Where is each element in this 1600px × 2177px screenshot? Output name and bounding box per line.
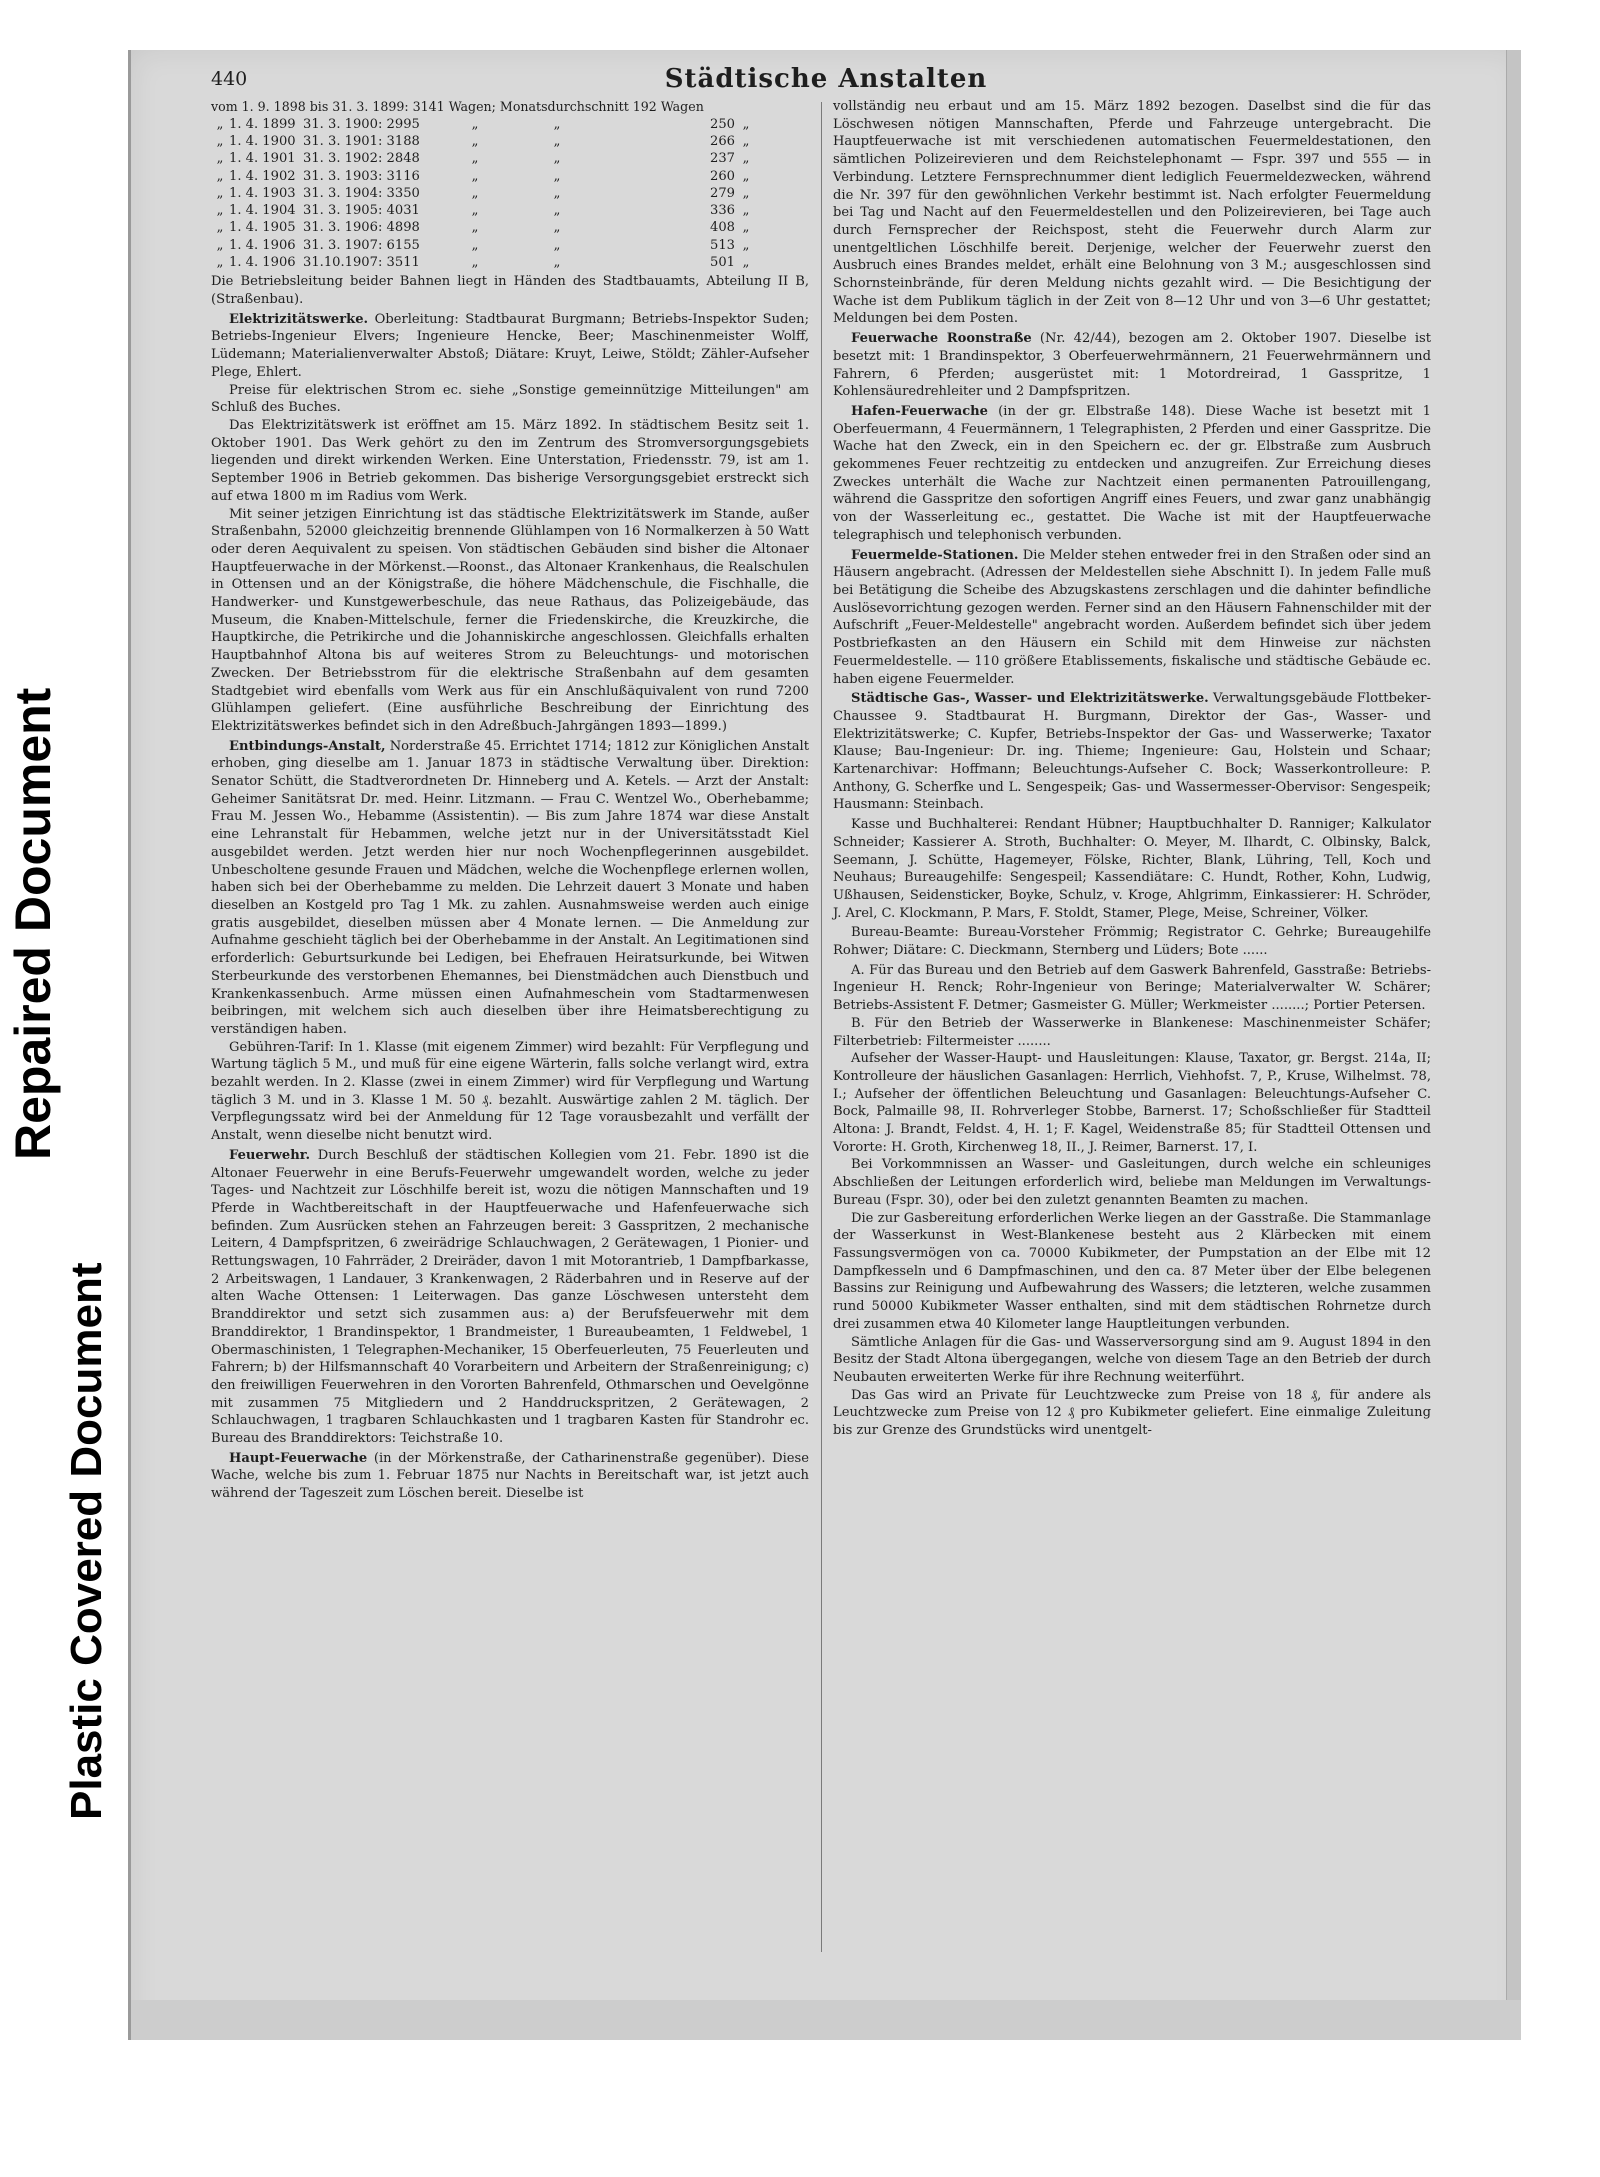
gaspreis-paragraph: Das Gas wird an Private für Leuchtzwecke zum Preise von 18 ₰, für andere als Leuchtzwecke zum Preise von 12 ₰ pro Kubikmeter geliefert. Eine einmalige Zuleitung bis zur Grenze des Grundstücks wird unentgelt- xyxy=(833,1387,1431,1439)
scan-stamp-strip xyxy=(0,0,118,2177)
entbindungs-anstalt-heading: Entbindungs-Anstalt, xyxy=(229,738,386,754)
stats-row xyxy=(211,202,809,219)
elektrizitaetswerke-text: Oberleitung: Stadtbaurat Burgmann; Betriebs-Inspektor Suden; Betriebs-Ingenieur Elvers; Ingenieure Hencke, Beer; Maschinenmeister Wolff, Lüdemann; Materialienverwalter Abstoß; Diätare: Kruyt, Leiwe, Stöldt; Zähler-Aufseher Plege, Ehlert. xyxy=(211,311,809,380)
ditto-mark: „ xyxy=(471,116,479,132)
ditto-mark: „ xyxy=(471,255,479,271)
stats-to-date-count: 31. 3. 1904: 3350 xyxy=(303,185,420,201)
plastic-covered-document-stamp: Plastic Covered Document xyxy=(62,1262,111,1820)
stats-to-date-count: 31. 3. 1907: 6155 xyxy=(303,237,420,253)
ditto-mark: „ xyxy=(553,255,561,271)
stats-row xyxy=(211,219,809,236)
feuerwache-roonstrasse-heading: Feuerwache Roonstraße xyxy=(851,331,1032,347)
vorkommnisse-paragraph: Bei Vorkommnissen an Wasser- und Gasleitungen, durch welche ein schleuniges Abschließen der Leitungen erforderlich wird, beliebe man Meldungen im Verwaltungs-Bureau (Fspr. 30), oder bei den zuletzt genannten Beamten zu machen. xyxy=(833,1157,1431,1208)
eroeffnung-paragraph: Das Elektrizitätswerk ist eröffnet am 15. März 1892. In städtischem Besitz seit 1. Oktober 1901. Das Werk gehört zu den im Zentrum des Stromversorgungsgebiets liegenden und direkt wirkenden Werken. Eine Unterstation, Friedensstr. 79, ist am 1. September 1906 in Betrieb gekommen. Das bisherige Versorgungsgebiet erstreckt sich auf etwa 1800 m im Radius vom Werk. xyxy=(211,418,809,504)
column-divider xyxy=(821,102,822,1952)
stats-row xyxy=(211,150,809,167)
ditto-mark: „ xyxy=(471,237,479,253)
page-number: 440 xyxy=(211,68,248,90)
ditto-mark: „ xyxy=(742,237,750,253)
hauptfeuerwache-continued: vollständig neu erbaut und am 15. März 1892 bezogen. Daselbst sind die für das Löschwesen nötigen Mannschaften, Pferde und Fahrzeuge untergebracht. Die Hauptfeuerwache ist mit verschiedenen automatischen Feuermeldestationen, den sämtlichen Polizeirevieren und dem Reichstelephonamt — Fspr. 397 und 555 — in Verbindung. Letztere Fernsprechnummer dient lediglich Feuermeldezwecken, während die Nr. 397 für den gewöhnlichen Verkehr bestimmt ist. Nach erfolgter Feuermeldung bei Tag und Nacht auf den Feuermeldestellen und den Polizeirevieren, bei Tage auch durch Fernsprecher der Reichspost, steht die Feuerwehr durch Alarm zur unentgeltlichen Löschhilfe bereit. Derjenige, welcher der Feuerwehr zuerst den Ausbruch eines Brandes meldet, erhält eine Belohnung von 3 M.; ausgeschlossen sind Schornsteinbrände, für deren Meldung nichts gezahlt wird. — Die Besichtigung der Wache ist dem Publikum täglich in der Zeit von 8—12 Uhr und von 3—6 Uhr gestattet; Meldungen bei dem Posten. xyxy=(833,99,1431,327)
ditto-mark: „ xyxy=(742,116,750,132)
stats-to-date-count: 31. 3. 1905: 4031 xyxy=(303,203,420,219)
ditto-mark: „ xyxy=(216,134,224,149)
entbindungs-anstalt-text: Norderstraße 45. Errichtet 1714; 1812 zur Königlichen Anstalt erhoben, ging dieselbe am 1. Januar 1873 in städtische Verwaltung über. Direktion: Senator Schütt, die Stadtverordneten Dr. Hinneberg und A. Ketels. — Arzt der Anstalt: Geheimer Sanitätsrat Dr. med. Heinr. Litzmann. — Frau C. Wentzel Wo., Oberhebamme; Frau M. Jessen Wo., Hebamme (Assistentin). — Bis zum Jahre 1874 war diese Anstalt eine Lehranstalt für Hebammen, welche jetzt nur in der Universitätsstadt Kiel ausgebildet werden. Jetzt werden hier nur noch Wochenpflegerinnen ausgebildet. Unbescholtene gesunde Frauen und Mädchen, welche die Wochenpflege erlernen wollen, haben sich bei der Oberhebamme zu melden. Die Lehrzeit dauert 3 Monate und haben dieselben an Kostgeld pro Tag 1 Mk. zu zahlen. Ausnahmsweise werden auch einige gratis ausgebildet, dieselben müssen aber 4 Monate lernen. — Die Anmeldung zur Aufnahme geschieht täglich bei der Oberhebamme in der Anstalt. An Legitimationen sind erforderlich: Geburtsurkunde bei Ledigen, bei Ehefrauen Heiratsurkunde, bei Witwen Sterbeurkunde des verstorbenen Ehemannes, bei Dienstmädchen auch Dienstbuch und Krankenkassenbuch. Arme müssen einen Aufnahmeschein vom Stadtarmenwesen beibringen, mit welchem sich auch dieselben über ihre Heimatsberechtigung zu verständigen haben. xyxy=(211,738,809,1037)
ditto-mark: „ xyxy=(553,168,561,184)
left-column xyxy=(211,98,809,1503)
feuerwehr-text: Durch Beschluß der städtischen Kollegien vom 21. Febr. 1890 ist die Altonaer Feuerwehr in eine Berufs-Feuerwehr umgewandelt worden, welche zu jeder Tages- und Nachtzeit zur Löschhilfe bereit ist, wozu die nötigen Mannschaften und 19 Pferde in Wachtbereitschaft in der Hauptfeuerwache und Hafenfeuerwache sich befinden. Zum Ausrücken stehen an Fahrzeugen bereit: 3 Gasspritzen, 2 mechanische Leitern, 4 Dampfspritzen, 6 zweirädrige Schlauchwagen, 2 Gerätewagen, 1 Pionier- und Rettungswagen, 10 Fahrräder, 2 Dreiräder, davon 1 mit Motorantrieb, 1 Dampfbarkasse, 2 Arbeitswagen, 1 Landauer, 3 Krankenwagen, 2 Räderbahren und in Reserve auf der alten Wache Ottensen: 1 Leiterwagen. Das ganze Löschwesen untersteht dem Branddirektor und setzt sich zusammen aus: a) der Berufsfeuerwehr mit dem Branddirektor, 1 Brandinspektor, 1 Brandmeister, 1 Bureaubeamten, 1 Feldwebel, 1 Obermaschinisten, 1 Telegraphen-Mechaniker, 15 Oberfeuerleuten, 75 Feuerleuten und Fahrern; b) der Hilfsmannschaft 40 Vorarbeitern und Arbeitern der Straßenreinigung; c) den freiwilligen Feuerwehren in den Vororten Bahrenfeld, Othmarschen und Oevelgönne mit zusammen 75 Mitgliedern und 2 Handdruckspritzen, 2 Gerätewagen, 2 Schlauchwagen, 1 tragbaren Schlauchkasten und 1 tragbaren Kasten für Standrohr ec. Bureau des Branddirektors: Teichstraße 10. xyxy=(211,1147,809,1447)
ditto-mark: „ xyxy=(553,116,561,132)
haupt-feuerwache-paragraph xyxy=(211,1450,809,1503)
ditto-mark: „ xyxy=(216,203,224,219)
feuerwehr-heading: Feuerwehr. xyxy=(229,1147,311,1163)
spacer xyxy=(597,185,687,203)
ditto-mark: „ xyxy=(216,168,224,184)
stats-monthly-average: 250 xyxy=(710,116,735,132)
stats-row xyxy=(211,133,809,150)
feuerwache-roonstrasse-paragraph xyxy=(833,330,1431,401)
stats-from-date: 1. 4. 1906 xyxy=(229,237,296,253)
ditto-mark: „ xyxy=(471,185,479,201)
einrichtung-paragraph: Mit seiner jetzigen Einrichtung ist das städtische Elektrizitätswerk im Stande, außer Straßenbahn, 52000 gleichzeitig brennende Glühlampen von 16 Normalkerzen à 50 Watt oder deren Aequivalent zu speisen. Von städtischen Gebäuden sind bisher die Altonaer Hauptfeuerwache in der Mörkenst.—Roonst., das Altonaer Krankenhaus, die Realschulen in Ottensen und an der Königstraße, die höhere Mädchenschule, die Fischhalle, die Handwerker- und Kunstgewerbeschule, das neue Rathaus, das Polizeigebäude, das Museum, die Knaben-Mittelschule, ferner die Friedenskirche, die Kreuzkirche, die Hauptkirche, die Petrikirche und die Johanniskirche angeschlossen. Gleichfalls erhalten Hauptbahnhof Altona bis auf weiteres Strom zu Beleuchtungs- und motorischen Zwecken. Der Betriebsstrom für die elektrische Straßenbahn auf dem gesamten Stadtgebiet wird ebenfalls vom Werk aus für ein Anschlußäquivalent von rund 7200 Glühlampen geliefert. (Eine ausführliche Beschreibung der Einrichtung des Elektrizitätswerkes befindet sich in den Adreßbuch-Jahrgängen 1893—1899.) xyxy=(211,506,809,734)
spacer xyxy=(597,254,687,272)
ditto-mark: „ xyxy=(742,255,750,271)
stats-monthly-average: 260 xyxy=(710,168,735,184)
ditto-mark: „ xyxy=(553,237,561,253)
feuerwehr-paragraph xyxy=(211,1147,809,1448)
aufseher-paragraph: Aufseher der Wasser-Haupt- und Hausleitungen: Klause, Taxator, gr. Bergst. 214a, II; Kontrolleure der häuslichen Gasanlagen: Herrlich, Viehhofst. 7, P., Kruse, Wilhelmst. 78, I.; Aufseher der öffentlichen Beleuchtung und Gasanlagen: Beleuchtungs-Aufseher C. Bock, Palmaille 98, II. Rohrverleger Stobbe, Barnerst. 17; Schoßschließer für Stadtteil Altona: J. Brandt, Feldst. 4, H. 1; F. Kagel, Weidenstraße 85; für Stadtteil Ottensen und Vororte: H. Groth, Kirchenweg 18, II., J. Reimer, Barnerst. 17, I. xyxy=(833,1051,1431,1155)
stats-to-date-count: 31.10.1907: 3511 xyxy=(303,255,420,271)
stats-to-date-count: 31. 3. 1906: 4898 xyxy=(303,220,420,236)
ditto-mark: „ xyxy=(553,220,561,236)
stats-to-date-count: 31. 3. 1900: 2995 xyxy=(303,116,420,132)
page-header xyxy=(211,62,1441,98)
stats-from-date: 1. 4. 1900 xyxy=(229,134,296,149)
ditto-mark: „ xyxy=(216,220,224,236)
spacer xyxy=(597,133,687,151)
werke-paragraph: Die zur Gasbereitung erforderlichen Werke liegen an der Gasstraße. Die Stammanlage der Wasserkunst in West-Blankenese besteht aus 2 Klärbecken mit einem Fassungsvermögen von ca. 70000 Kubikmeter, der Pumpstation an der Elbe mit 12 Dampfkesseln und 6 Dampfmaschinen, und den ca. 87 Meter über der Elbe belegenen Bassins zur Reinigung und Aufbewahrung des Wassers; die letzteren, welche zusammen rund 50000 Kubikmeter Wasser enthalten, sind mit dem städtischen Rohrnetze durch drei zusammen etwa 40 Kilometer lange Hauptleitungen verbunden. xyxy=(833,1210,1431,1332)
feuerwache-roonstrasse-text: (Nr. 42/44), bezogen am 2. Oktober 1907. Dieselbe ist besetzt mit: 1 Brandinspektor, 3 Oberfeuerwehrmännern, 21 Feuerwehrmännern und Fahrern, 6 Pferden; ausgerüstet mit: 1 Motordreirad, 1 Gasspritze, 1 Kohlensäuredrehleiter und 2 Dampfspritzen. xyxy=(833,331,1432,400)
hafen-feuerwache-heading: Hafen-Feuerwache xyxy=(851,403,989,419)
stats-monthly-average: 408 xyxy=(710,220,735,236)
spacer xyxy=(597,168,687,186)
stats-monthly-average: 237 xyxy=(710,151,735,167)
stats-row xyxy=(211,237,809,254)
stats-from-date: 1. 4. 1905 xyxy=(229,220,296,236)
haupt-feuerwache-text: (in der Mörkenstraße, der Catharinenstraße gegenüber). Diese Wache, welche bis zum 1. Februar 1875 nur Nachts in Bereitschaft war, ist jetzt auch während der Tageszeit zum Löschen bereit. Dieselbe ist xyxy=(211,1450,809,1502)
stats-from-date: 1. 4. 1899 xyxy=(229,116,296,132)
wagon-stats-table xyxy=(211,116,809,272)
ditto-mark: „ xyxy=(471,168,479,184)
page-bottom-edge xyxy=(131,2000,1521,2040)
gebuehren-tarif-paragraph: Gebühren-Tarif: In 1. Klasse (mit eigenem Zimmer) wird bezahlt: Für Verpflegung und Wartung täglich 5 M., und muß für eine eigene Wärterin, falls solche verlangt wird, extra bezahlt werden. In 2. Klasse (zwei in einem Zimmer) wird für Verpflegung und Wartung täglich 3 M. und in 3. Klasse 1 M. 50 ₰. bezahlt. Auswärtige zahlen 2 M. täglich. Der Verpflegungssatz wird bei der Anmeldung für 12 Tage vorausbezahlt und verfällt der Anstalt, wenn dieselbe nicht benutzt wird. xyxy=(211,1039,809,1144)
strompreise-paragraph: Preise für elektrischen Strom ec. siehe „Sonstige gemeinnützige Mitteilungen" am Schluß des Buches. xyxy=(211,382,809,416)
stats-from-date: 1. 4. 1904 xyxy=(229,203,296,219)
stats-from-date: 1. 4. 1906 xyxy=(229,255,296,271)
ditto-mark: „ xyxy=(216,185,224,201)
ditto-mark: „ xyxy=(553,203,561,219)
ditto-mark: „ xyxy=(216,116,224,132)
entbindungs-anstalt-paragraph xyxy=(211,738,809,1039)
page-edge xyxy=(1506,50,1521,2040)
gas-wasser-heading: Städtische Gas-, Wasser- und Elektrizitätswerke. xyxy=(851,691,1209,707)
haupt-feuerwache-heading: Haupt-Feuerwache xyxy=(229,1450,368,1466)
ditto-mark: „ xyxy=(471,134,479,149)
stats-row xyxy=(211,254,809,271)
wasserwerke-blankenese-paragraph: B. Für den Betrieb der Wasserwerke in Blankenese: Maschinenmeister Schäfer; Filterbetrieb: Filtermeister ........ xyxy=(833,1015,1431,1049)
ditto-mark: „ xyxy=(553,185,561,201)
spacer xyxy=(597,150,687,168)
ditto-mark: „ xyxy=(216,237,224,253)
stats-from-date: 1. 4. 1901 xyxy=(229,151,296,167)
ditto-mark: „ xyxy=(742,185,750,201)
ditto-mark: „ xyxy=(742,134,750,149)
ditto-mark: „ xyxy=(742,203,750,219)
elektrizitaetswerke-paragraph xyxy=(211,311,809,382)
stats-monthly-average: 279 xyxy=(710,185,735,201)
stats-row xyxy=(211,116,809,133)
scanned-page xyxy=(128,50,1521,2040)
stats-monthly-average: 336 xyxy=(710,203,735,219)
stats-monthly-average: 513 xyxy=(710,237,735,253)
feuermelde-stationen-text: Die Melder stehen entweder frei in den Straßen oder sind an Häusern angebracht. (Adressen der Meldestellen siehe Abschnitt I). In jedem Falle muß bei Betätigung die Scheibe des Abzugskastens zerschlagen und die dahinter befindliche Auslösevorrichtung gezogen werden. Ferner sind an den Häusern Fahnenschilder mit der Aufschrift „Feuer-Meldestelle" angebracht worden. Außerdem befindet sich über jedem Postbriefkasten an den Häusern ein Schild mit dem Hinweise zur nächsten Feuermeldestelle. — 110 größere Etablissements, fiskalische und städtische Gebäude ec. haben eigene Feuermelder. xyxy=(833,547,1431,687)
saemtliche-anlagen-paragraph: Sämtliche Anlagen für die Gas- und Wasserversorgung sind am 9. August 1894 in den Besitz der Stadt Altona übergegangen, welche von diesem Tage an den Betrieb der durch Neubauten erweiterten Werke für ihre Rechnung weiterführt. xyxy=(833,1334,1431,1385)
stats-row xyxy=(211,168,809,185)
ditto-mark: „ xyxy=(471,203,479,219)
stats-to-date-count: 31. 3. 1901: 3188 xyxy=(303,134,420,149)
right-column xyxy=(833,98,1431,1440)
feuermelde-stationen-paragraph xyxy=(833,547,1431,689)
repaired-document-stamp: Repaired Document xyxy=(5,687,61,1160)
hafen-feuerwache-paragraph xyxy=(833,403,1431,545)
bahnen-note: Die Betriebsleitung beider Bahnen liegt in Händen des Stadtbauamts, Abteilung II B, (Straßenbau). xyxy=(211,274,809,308)
ditto-mark: „ xyxy=(742,220,750,236)
elektrizitaetswerke-heading: Elektrizitätswerke. xyxy=(229,311,369,327)
stats-first-line: vom 1. 9. 1898 bis 31. 3. 1899: 3141 Wagen; Monatsdurchschnitt 192 Wagen xyxy=(211,99,704,114)
spacer xyxy=(597,202,687,220)
running-title: Städtische Anstalten xyxy=(664,64,988,94)
stats-row xyxy=(211,185,809,202)
gaswerk-bahrenfeld-paragraph: A. Für das Bureau und den Betrieb auf dem Gaswerk Bahrenfeld, Gasstraße: Betriebs-Ingenieur H. Renck; Rohr-Ingenieur von Beringe; Materialverwalter W. Schärer; Betriebs-Assistent F. Detmer; Gasmeister G. Müller; Werkmeister ........; Portier Petersen. xyxy=(833,962,1431,1014)
stats-monthly-average: 501 xyxy=(710,255,735,271)
hafen-feuerwache-text: (in der gr. Elbstraße 148). Diese Wache ist besetzt mit 1 Oberfeuermann, 4 Feuermännern, 1 Telegraphisten, 2 Pferden und einer Gasspritze. Die Wache hat den Zweck, ein in den Speichern ec. der gr. Elbstraße zum Ausbruch gekommenes Feuer rechtzeitig zu entdecken und anzugreifen. Zur Erreichung dieses Zweckes unterhält die Wache zur Nachtzeit einen permanenten Patrouillengang, während die Gasspritze den sofortigen Angriff eines Feuers, und zwar ganz unabhängig von der Wasserleitung ec., gestattet. Die Wache ist mit der Hauptfeuerwache telegraphisch und telephonisch verbunden. xyxy=(833,403,1431,543)
bureau-beamte-paragraph: Bureau-Beamte: Bureau-Vorsteher Frömmig; Registrator C. Gehrke; Bureaugehilfe Rohwer; Diätare: C. Dieckmann, Sternberg und Lüders; Bote ...... xyxy=(833,925,1431,959)
ditto-mark: „ xyxy=(471,151,479,167)
ditto-mark: „ xyxy=(471,220,479,236)
ditto-mark: „ xyxy=(216,255,224,271)
ditto-mark: „ xyxy=(742,151,750,167)
ditto-mark: „ xyxy=(742,168,750,184)
kasse-buchhalterei-paragraph: Kasse und Buchhalterei: Rendant Hübner; Hauptbuchhalter D. Ranniger; Kalkulator Schneider; Kassierer A. Stroth, Buchhalter: O. Meyer, M. Ilhardt, C. Olbinsky, Balck, Seemann, J. Schütte, Hagemeyer, Fölske, Richter, Blank, Lühring, Tell, Koch und Neuhaus; Bureaugehilfe: Sengespeil; Kassendiätare: C. Hundt, Rother, Kohn, Ludwig, Ußhausen, Seidensticker, Boyke, Schulz, v. Kroge, Ahlgrimm, Einkassierer: H. Schröder, J. Arel, C. Klockmann, P. Mars, F. Stoldt, Stamer, Plege, Meise, Schreiner, Völker. xyxy=(833,817,1431,921)
stats-from-date: 1. 4. 1903 xyxy=(229,185,296,201)
spacer xyxy=(597,219,687,237)
feuermelde-stationen-heading: Feuermelde-Stationen. xyxy=(851,547,1019,563)
ditto-mark: „ xyxy=(216,151,224,167)
spacer xyxy=(597,237,687,255)
stats-to-date-count: 31. 3. 1903: 3116 xyxy=(303,168,420,184)
spacer xyxy=(597,116,687,134)
ditto-mark: „ xyxy=(553,134,561,149)
gas-wasser-text: Verwaltungsgebäude Flottbeker-Chaussee 9. Stadtbaurat H. Burgmann, Direktor der Gas-, Wasser- und Elektrizitätswerke; C. Kupfer, Betriebs-Inspektor der Gas- und Wasserwerke; Taxator Klause; Bau-Ingenieur: Dr. ing. Thieme; Ingenieure: Gau, Holstein und Schaar; Kartenarchivar: Hoffmann; Beleuchtungs-Aufseher C. Bock; Wasserkontrolleure: P. Anthony, G. Scherfke und L. Sengespeik; Gas- und Wassermesser-Obervisor: Sengespeik; Hausmann: Steinbach. xyxy=(833,691,1431,813)
stats-monthly-average: 266 xyxy=(710,134,735,149)
ditto-mark: „ xyxy=(553,151,561,167)
stats-from-date: 1. 4. 1902 xyxy=(229,168,296,184)
gas-wasser-elektrizitaetswerke-paragraph xyxy=(833,690,1431,814)
stats-to-date-count: 31. 3. 1902: 2848 xyxy=(303,151,420,167)
